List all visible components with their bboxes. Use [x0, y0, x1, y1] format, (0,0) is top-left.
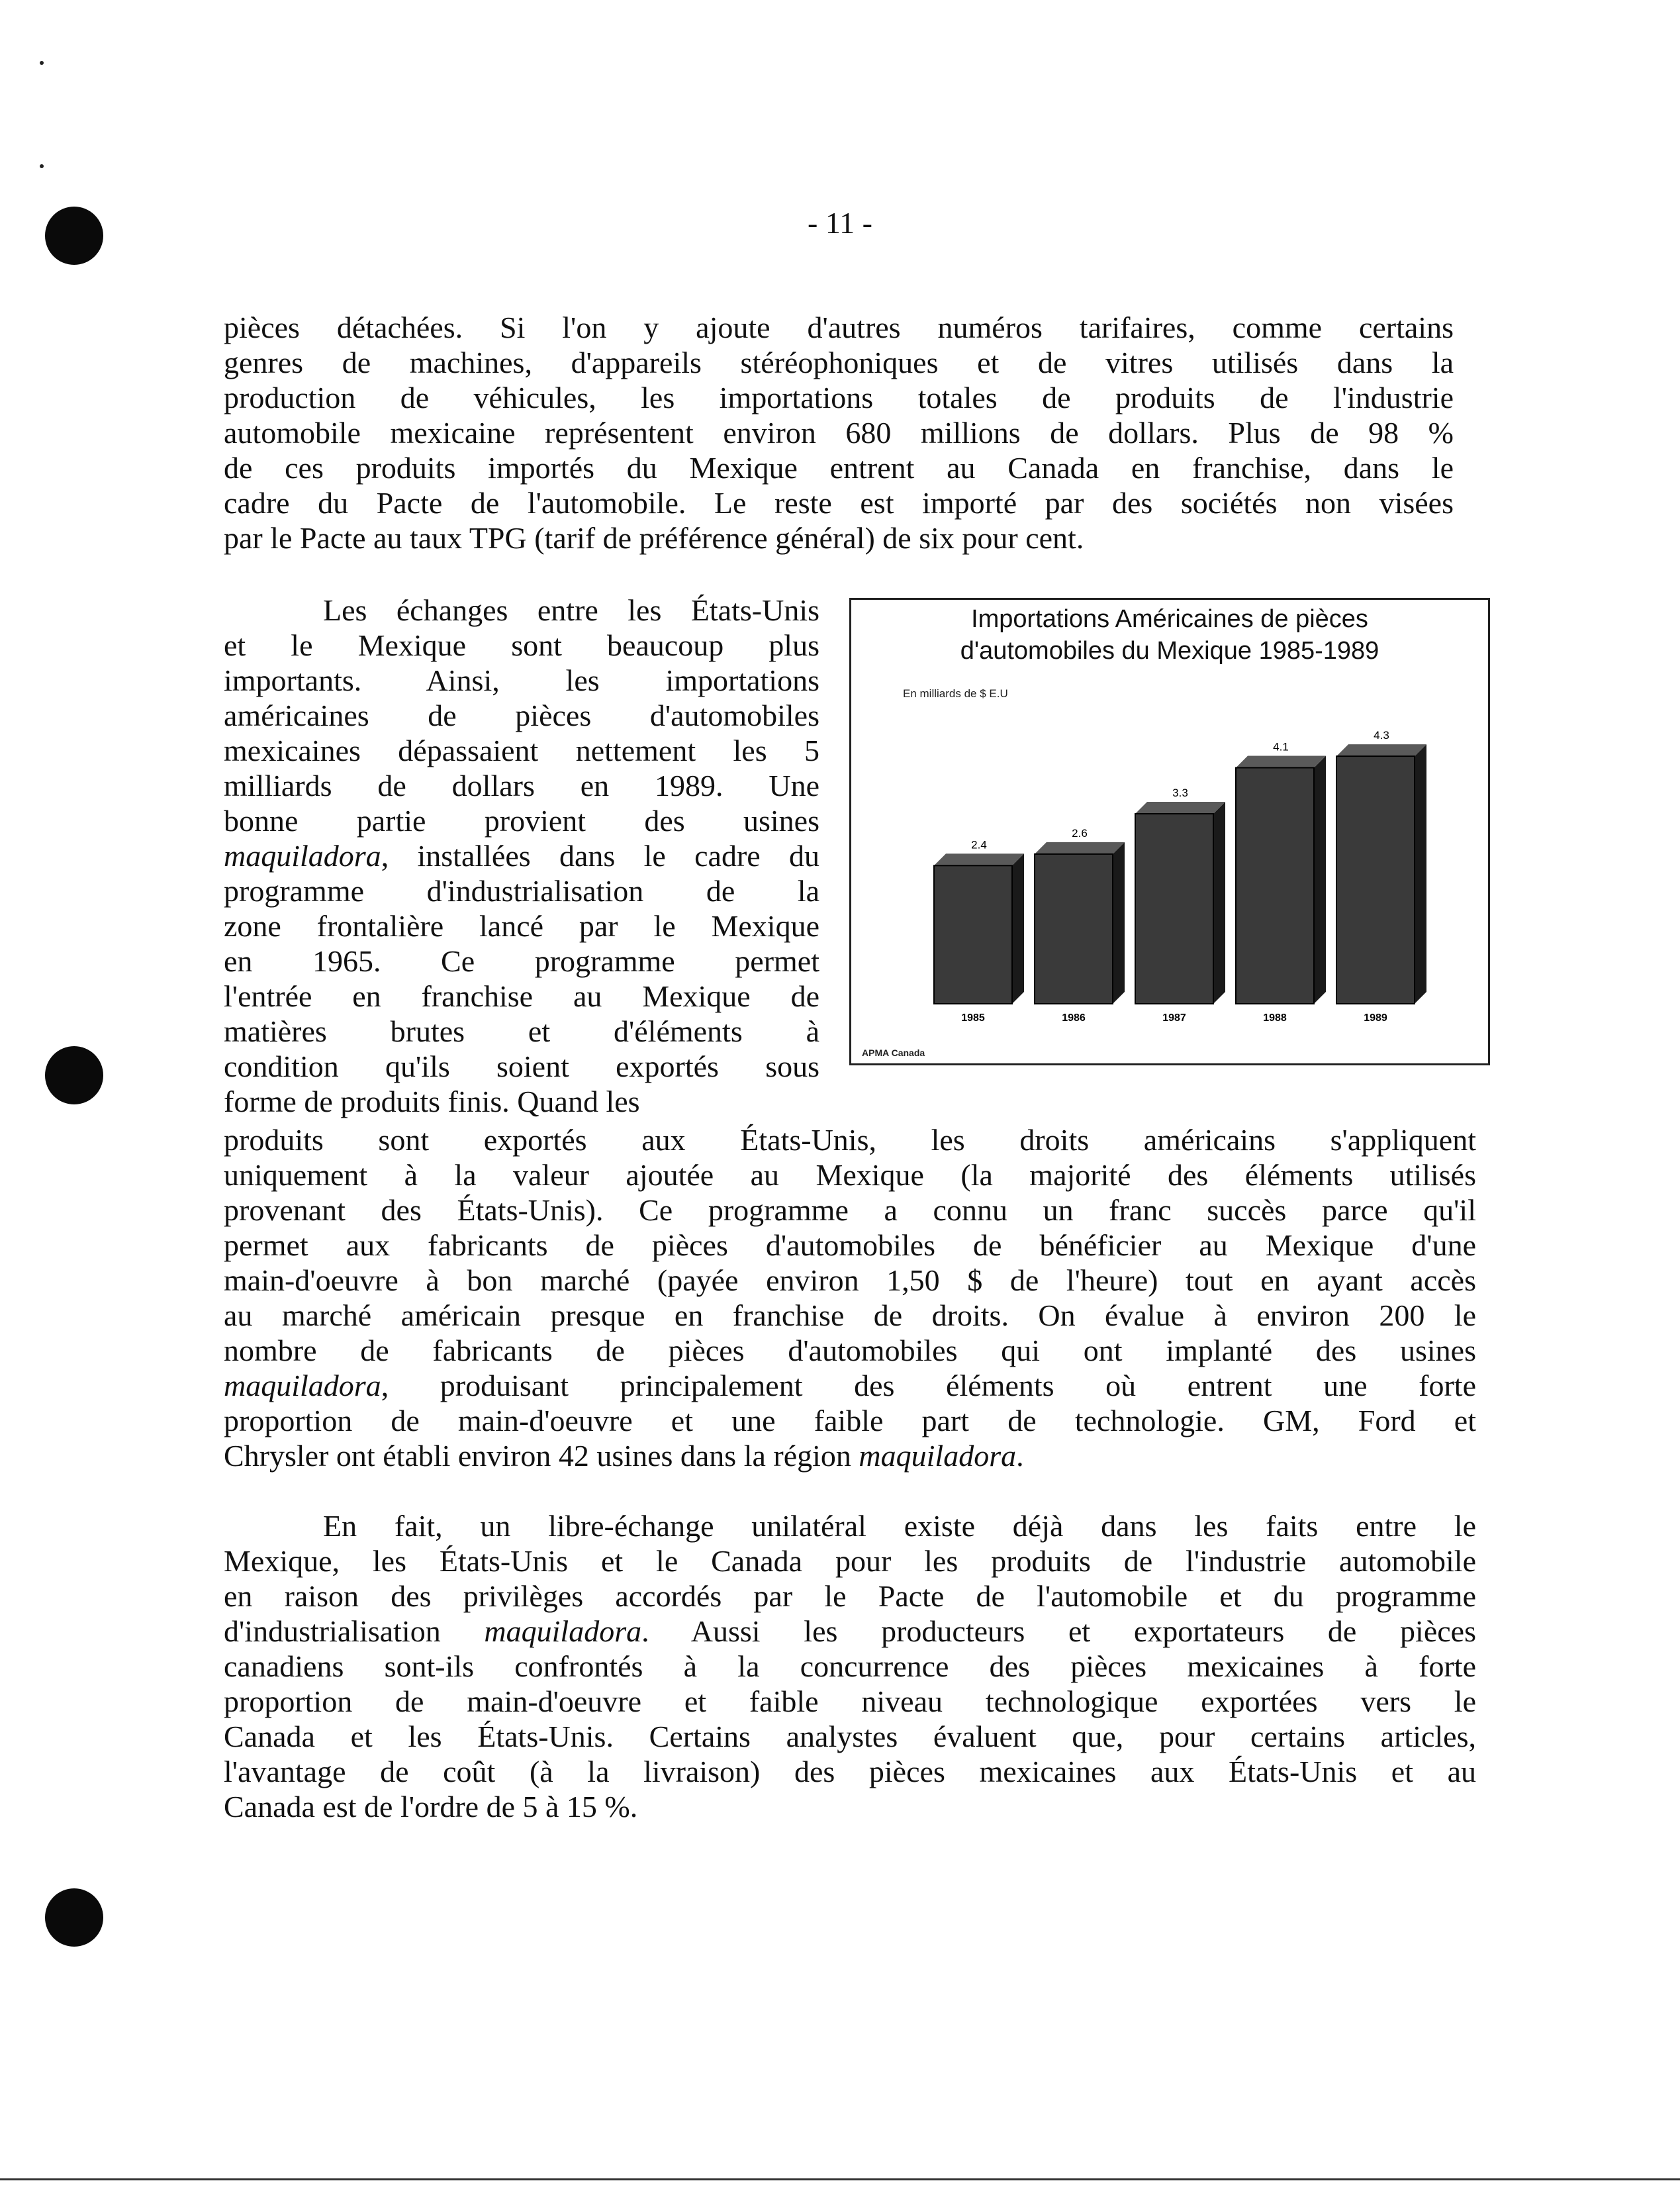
bar-top: [1135, 802, 1225, 814]
bar-1989: [1336, 744, 1426, 1004]
x-tick-label: 1987: [1162, 1012, 1186, 1024]
text-line: en raison des privilèges accordés par le Pacte de l'automobile et du programme: [224, 1579, 1476, 1613]
scan-speck: [40, 61, 44, 65]
text-line: provenant des États-Unis). Ce programme a connu un franc succès parce qu'il: [224, 1193, 1476, 1227]
text-line: proportion de main-d'oeuvre et faible niveau technologique exportées vers le: [224, 1684, 1476, 1718]
text-line: Chrysler ont établi environ 42 usines dans la région maquiladora.: [224, 1439, 1024, 1473]
bar-side: [1113, 842, 1125, 1004]
bar-side: [1213, 802, 1225, 1004]
text-line: genres de machines, d'appareils stéréophoniques et de vitres utilisés dans la: [224, 346, 1454, 379]
bar-side: [1415, 744, 1426, 1004]
text-line: l'avantage de coût (à la livraison) des pièces mexicaines aux États-Unis et au: [224, 1755, 1476, 1788]
x-tick-label: 1985: [961, 1012, 985, 1024]
bar-side: [1314, 755, 1326, 1004]
text-line: matières brutes et d'éléments à: [224, 1014, 819, 1048]
bar-side: [1012, 853, 1024, 1004]
text-line: milliards de dollars en 1989. Une: [224, 769, 819, 802]
text-line: produits sont exportés aux États-Unis, les droits américains s'appliquent: [224, 1123, 1476, 1157]
x-tick-label: 1989: [1364, 1012, 1387, 1024]
text-line: en 1965. Ce programme permet: [224, 944, 819, 978]
text-line: au marché américain presque en franchise de droits. On évalue à environ 200 le: [224, 1298, 1476, 1332]
text-line: cadre du Pacte de l'automobile. Le reste est importé par des sociétés non visées: [224, 486, 1454, 520]
bar-front: [1236, 767, 1314, 1004]
text-line: de ces produits importés du Mexique entrent au Canada en franchise, dans le: [224, 451, 1454, 485]
text-line: américaines de pièces d'automobiles: [224, 699, 819, 732]
bar-front: [1336, 756, 1415, 1004]
bar-value-label: 2.6: [1072, 826, 1088, 840]
page-bottom-rule: [0, 2178, 1680, 2180]
bar-value-label: 3.3: [1172, 787, 1188, 800]
bar-top: [1035, 842, 1125, 854]
scan-speck: [40, 164, 44, 168]
x-tick-label: 1988: [1263, 1012, 1287, 1024]
chart-plot: [851, 600, 1488, 1024]
text-line: forme de produits finis. Quand les: [224, 1085, 640, 1118]
text-line: importants. Ainsi, les importations: [224, 663, 819, 697]
text-line: l'entrée en franchise au Mexique de: [224, 979, 819, 1013]
text-line: Les échanges entre les États-Unis: [323, 593, 819, 627]
bar-front: [934, 865, 1012, 1004]
text-line: maquiladora, produisant principalement des éléments où entrent une forte: [224, 1369, 1476, 1402]
paragraph-3: [224, 1508, 1476, 1824]
chart-title-line-1: Importations Américaines de pièces: [971, 605, 1368, 633]
text-line: canadiens sont-ils confrontés à la concurrence des pièces mexicaines à forte: [224, 1649, 1476, 1683]
bar-top: [934, 853, 1024, 865]
bar-front: [1135, 814, 1213, 1004]
text-line: Canada est de l'ordre de 5 à 15 %.: [224, 1790, 638, 1823]
chart-figure: [849, 598, 1490, 1065]
chart-unit-label: En milliards de $ E.U: [903, 687, 1008, 700]
text-line: par le Pacte au taux TPG (tarif de préférence général) de six pour cent.: [224, 521, 1084, 555]
bar-1986: [1035, 842, 1125, 1004]
text-line: zone frontalière lancé par le Mexique: [224, 909, 819, 943]
text-line: production de véhicules, les importations totales de produits de l'industrie: [224, 381, 1454, 414]
text-line: et le Mexique sont beaucoup plus: [224, 628, 819, 662]
text-line: Mexique, les États-Unis et le Canada pour les produits de l'industrie automobile: [224, 1544, 1476, 1578]
binder-hole-2: [45, 1046, 103, 1104]
text-line: Canada et les États-Unis. Certains analystes évaluent que, pour certains articles,: [224, 1720, 1476, 1753]
text-line: main-d'oeuvre à bon marché (payée environ 1,50 $ de l'heure) tout en ayant accès: [224, 1263, 1476, 1297]
text-line: pièces détachées. Si l'on y ajoute d'autres numéros tarifaires, comme certains: [224, 311, 1454, 344]
text-line: permet aux fabricants de pièces d'automobiles de bénéficier au Mexique d'une: [224, 1228, 1476, 1262]
paragraph-2-wide: [224, 1122, 1476, 1473]
text-line: d'industrialisation maquiladora. Aussi les producteurs et exportateurs de pièces: [224, 1614, 1476, 1648]
text-line: programme d'industrialisation de la: [224, 874, 819, 908]
bar-1987: [1135, 802, 1225, 1004]
text-line: proportion de main-d'oeuvre et une faible part de technologie. GM, Ford et: [224, 1404, 1476, 1437]
text-line: En fait, un libre-échange unilatéral existe déjà dans les faits entre le: [323, 1509, 1476, 1543]
text-line: bonne partie provient des usines: [224, 804, 819, 838]
page-number: - 11 -: [808, 206, 872, 240]
text-line: condition qu'ils soient exportés sous: [224, 1049, 819, 1083]
text-line: maquiladora, installées dans le cadre du: [224, 839, 819, 873]
bar-value-label: 4.1: [1273, 740, 1289, 753]
bar-top: [1236, 755, 1326, 767]
bar-value-label: 4.3: [1374, 729, 1389, 742]
bar-top: [1336, 744, 1426, 756]
paragraph-2-narrow: [224, 593, 819, 1119]
bar-1988: [1236, 755, 1326, 1004]
text-line: automobile mexicaine représentent environ 680 millions de dollars. Plus de 98 %: [224, 416, 1454, 450]
text-line: mexicaines dépassaient nettement les 5: [224, 734, 819, 767]
bar-value-label: 2.4: [971, 838, 987, 851]
paragraph-1: [224, 310, 1454, 556]
text-line: uniquement à la valeur ajoutée au Mexique (la majorité des éléments utilisés: [224, 1158, 1476, 1192]
chart-title-line-2: d'automobiles du Mexique 1985-1989: [960, 637, 1379, 665]
chart-source: APMA Canada: [862, 1047, 925, 1058]
x-tick-label: 1986: [1062, 1012, 1086, 1024]
binder-hole-3: [45, 1888, 103, 1947]
text-line: nombre de fabricants de pièces d'automobiles qui ont implanté des usines: [224, 1334, 1476, 1367]
bar-front: [1035, 854, 1113, 1004]
bar-1985: [934, 853, 1024, 1004]
